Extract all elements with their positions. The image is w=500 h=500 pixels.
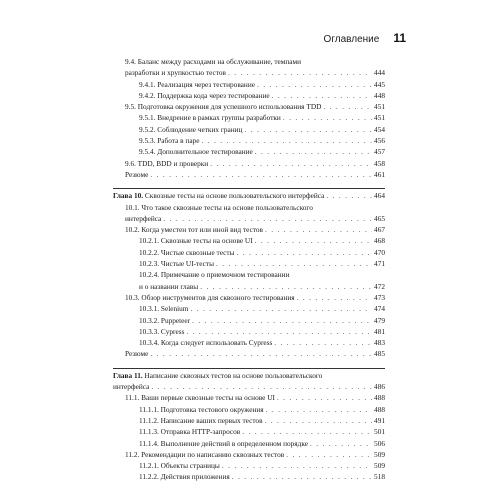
toc-page-number: 474 [374,304,385,314]
toc-entry-title: 9.6. TDD, BDD и проверки [125,158,209,168]
toc-entry[interactable] [113,79,385,90]
toc-chapter-entry[interactable] [113,190,385,201]
leader-dots [222,460,372,471]
toc-page-number: 468 [374,236,385,246]
leader-dots [323,101,372,112]
toc-page-number: 509 [374,449,385,459]
leader-dots [192,315,372,326]
leader-dots [297,292,372,303]
toc-page-number: 451 [374,113,385,123]
toc-entry-title: Резюме [125,169,149,179]
toc-entry[interactable] [113,169,385,180]
toc-page-number: 506 [374,438,385,448]
toc-entry[interactable] [113,315,385,326]
toc-entry[interactable] [113,90,385,101]
leader-dots [163,213,372,224]
leader-dots [150,348,372,359]
toc-page-number: 470 [374,247,385,257]
toc-entry[interactable] [113,135,385,146]
toc-entry-title-line: 10.1. Что такое сквозные тесты на основе пользовательского [125,202,313,212]
leader-dots [232,471,372,482]
leader-dots [201,135,372,146]
toc-entry-title: 9.5.2. Соблюдение четких границ [139,124,243,134]
toc-entry-title: 9.4.2. Поддержка кода через тестирование [139,90,270,100]
toc-page-number: 444 [374,68,385,78]
toc-entry[interactable] [113,202,385,225]
toc-entry-title-line: 10.2.4. Примечание о приемочном тестировании [139,270,290,280]
leader-dots [190,303,372,314]
leader-dots [265,415,373,426]
leader-dots [310,438,372,449]
toc-entry[interactable] [113,56,385,79]
leader-dots [244,124,372,135]
toc-entry[interactable] [113,337,385,348]
toc-page-number: 472 [374,281,385,291]
leader-dots [200,281,372,292]
toc-entry-title: 10.3.2. Puppeteer [139,315,191,325]
toc-entry-title: Глава 10. Сквозные тесты на основе пользовательского интерфейса [113,191,325,201]
toc-entry-title: 10.3.1. Selenium [139,304,189,314]
leader-dots [274,337,372,348]
leader-dots [228,67,372,78]
toc-entry-title: 11.1.2. Написание ваших первых тестов [139,415,263,425]
toc-entry-title: 9.5.4. Дополнительное тестирование [139,147,253,157]
chapter-rule [113,188,385,189]
toc-page-number: 457 [374,147,385,157]
toc-entry[interactable] [113,124,385,135]
toc-page-number: 483 [374,338,385,348]
leader-dots [272,90,372,101]
toc-entry-title: 11.2.1. Объекты страницы [139,461,220,471]
leader-dots [150,169,372,180]
leader-dots [236,247,372,258]
toc-entry-title: 9.5.1. Внедрение в рамках группы разработки [139,113,281,123]
toc-entry[interactable] [113,460,385,471]
leader-dots [286,449,372,460]
leader-dots [210,158,372,169]
toc-page-number: 488 [374,404,385,414]
toc-entry-title: 10.3.4. Когда следует использовать Cypress [139,338,273,348]
toc-entry[interactable] [113,269,385,292]
chapter-spacer [113,360,385,366]
leader-dots [277,392,372,403]
toc-entry-title: 9.5.3. Работа в паре [139,136,200,146]
toc-page-number: 458 [374,158,385,168]
toc-page-number: 465 [374,213,385,223]
toc-entry-title: 11.1.1. Подготовка тестового окружения [139,404,264,414]
toc-entry-title: 9.5. Подготовка окружения для успешного использования TDD [125,102,322,112]
leader-dots [255,235,372,246]
toc-entry[interactable] [113,146,385,157]
toc-page-number: 479 [374,315,385,325]
toc-entry[interactable] [113,112,385,123]
toc-page-number: 485 [374,349,385,359]
toc-page-number: 456 [374,136,385,146]
chapter-label: Глава 11. [113,370,145,380]
running-title: Оглавление [323,34,380,45]
toc-page-number: 481 [374,326,385,336]
toc-page-number: 509 [374,461,385,471]
toc-page-number: 486 [374,382,385,392]
leader-dots [186,326,372,337]
toc-entry[interactable] [113,292,385,303]
leader-dots [151,381,372,392]
toc-entry[interactable] [113,415,385,426]
toc-entry[interactable] [113,449,385,460]
toc-entry-title: 9.4.1. Реализация через тестирование [139,79,255,89]
toc-entry[interactable] [113,404,385,415]
toc-entry[interactable] [113,158,385,169]
leader-dots [216,258,372,269]
toc-entry-title: 10.2.3. Чистые UI-тесты [139,259,214,269]
toc-entry[interactable] [113,258,385,269]
toc-entry[interactable] [113,101,385,112]
toc-entry-title: 10.3. Обзор инструментов для сквозного тестирования [125,292,295,302]
leader-dots [255,146,372,157]
toc-entry-title: 11.2. Рекомендации по написанию сквозных тестов [125,449,285,459]
toc-entry-title: 11.1.4. Выполнение действий в определенном порядке [139,438,308,448]
toc-entry[interactable] [113,392,385,403]
leader-dots [265,224,372,235]
toc-page-number: 488 [374,393,385,403]
toc-page-number: 445 [374,79,385,89]
toc-entry[interactable] [113,303,385,314]
toc-entry[interactable] [113,235,385,246]
toc-page-number: 501 [374,427,385,437]
toc-entry[interactable] [113,438,385,449]
leader-dots [266,404,372,415]
toc-entry-title: интерфейса [113,382,150,392]
toc-entry[interactable] [113,426,385,437]
toc-page-number: 518 [374,472,385,482]
toc-entry-title: 10.2.1. Сквозные тесты на основе UI [139,236,253,246]
toc-page-number: 473 [374,292,385,302]
toc-page-number: 448 [374,90,385,100]
toc-entry[interactable] [113,348,385,359]
toc-page-number: 461 [374,169,385,179]
toc-entry-title: 11.1. Ваши первые сквозные тесты на основе UI [125,393,275,403]
toc-page-number: 464 [374,191,385,201]
leader-dots [257,79,372,90]
table-of-contents [113,56,385,483]
toc-entry[interactable] [113,224,385,235]
leader-dots [242,426,372,437]
chapter-rule [113,368,385,369]
toc-entry-title: 11.2.2. Действия приложения [139,472,230,482]
toc-entry-title-line: Написание сквозных тестов на основе пользовательского [144,370,323,380]
toc-entry[interactable] [113,471,385,482]
page-number: 11 [393,31,406,45]
toc-entry-title: Резюме [125,349,149,359]
toc-entry[interactable] [113,326,385,337]
leader-dots [283,112,372,123]
toc-entry-title: 10.3.3. Cypress [139,326,185,336]
toc-entry-title: 10.2. Когда уместен тот или иной вид тестов [125,225,264,235]
toc-page-number: 471 [374,259,385,269]
toc-entry-title: 11.1.3. Отправка HTTP-запросов [139,427,241,437]
toc-entry-title: интерфейса [125,213,162,223]
leader-dots [326,190,372,201]
toc-page-number: 454 [374,124,385,134]
toc-chapter-entry[interactable] [113,370,385,393]
toc-entry-title-line: 9.4. Баланс между расходами на обслуживание, темпами [125,57,302,66]
toc-entry-title: и о названии главы [139,281,199,291]
running-head [324,31,406,45]
toc-page-number: 491 [374,415,385,425]
toc-page-number: 467 [374,225,385,235]
chapter-label: Глава 10. [113,191,145,201]
chapter-spacer [113,180,385,186]
toc-entry-title: разработки и хрупкостью тестов [125,68,226,78]
toc-entry-title: 10.2.2. Чистые сквозные тесты [139,247,235,257]
toc-entry[interactable] [113,247,385,258]
toc-page-number: 451 [374,102,385,112]
